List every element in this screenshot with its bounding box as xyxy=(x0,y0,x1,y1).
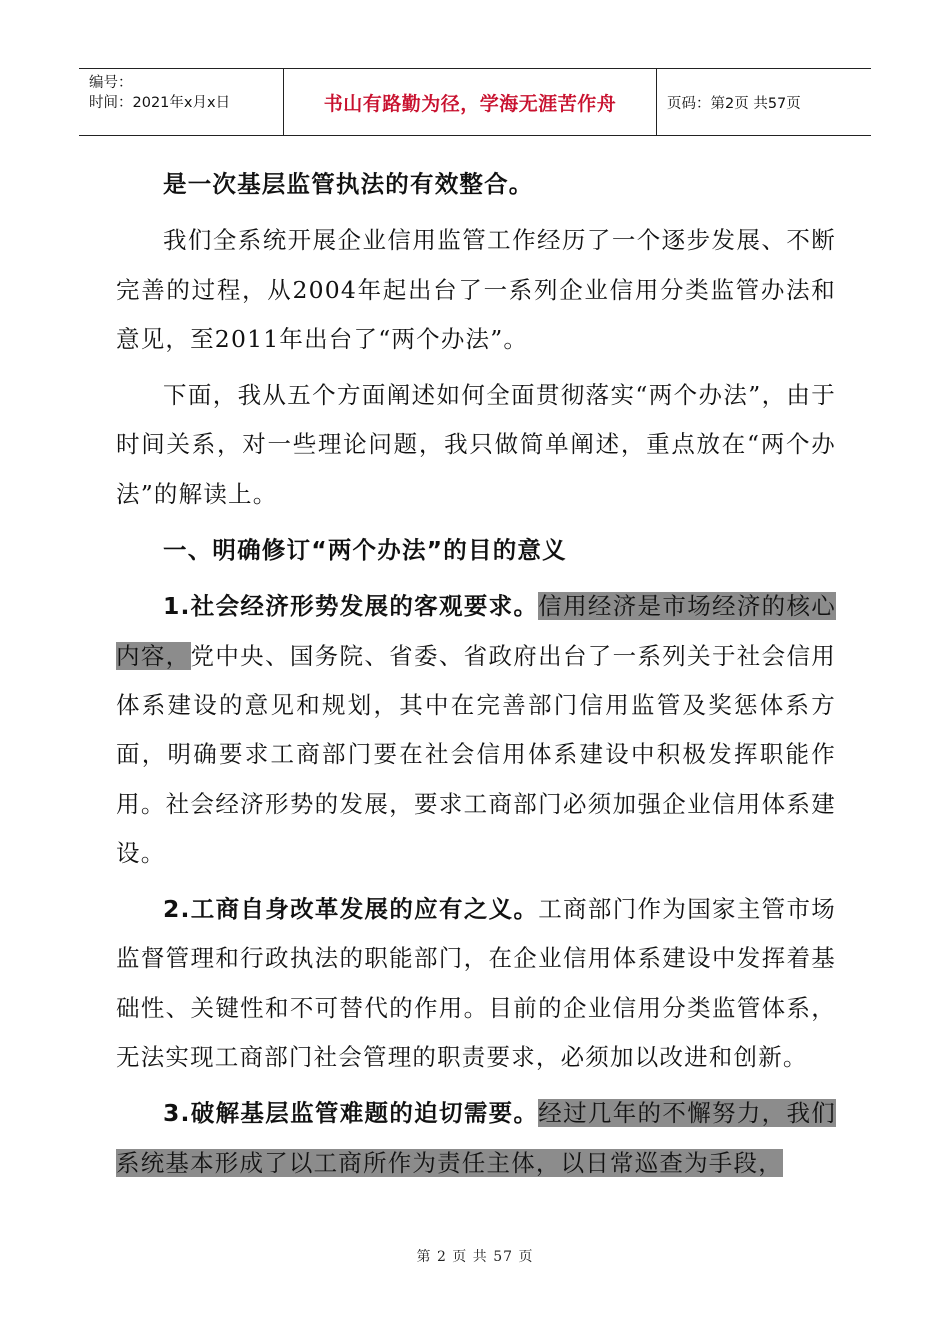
header-table xyxy=(79,68,871,136)
paragraph: 我们全系统开展企业信用监管工作经历了一个逐步发展、不断完善的过程，从2004年起出台了一系列企业信用分类监管办法和意见，至2011年出台了“两个办法”。 xyxy=(116,226,836,353)
paragraph-text: 党中央、国务院、省委、省政府出台了一系列关于社会信用体系建设的意见和规划，其中在完善部门信用监管及奖惩体系方面，明确要求工商部门要在社会信用体系建设中积极发挥职能作用。社会经济形势的发展，要求工商部门必须加强企业信用体系建设。 xyxy=(116,641,836,867)
page-footer xyxy=(0,1246,950,1266)
subsection-title: 2.工商自身改革发展的应有之义。 xyxy=(163,895,539,924)
paragraph xyxy=(116,885,836,1082)
highlighted-text: 信用经济是市场经济的核心内容， xyxy=(116,592,836,670)
number-label: 编号： xyxy=(89,75,133,91)
lead-sentence: 是一次基层监管执法的有效整合。 xyxy=(163,170,534,198)
highlighted-text: 经过几年的不懈努力，我们系统基本形成了以工商所作为责任主体，以日常巡查为手段， xyxy=(116,1099,836,1177)
subsection-title: 1.社会经济形势发展的客观要求。 xyxy=(163,592,539,621)
paragraph xyxy=(116,1089,836,1188)
motto-cell xyxy=(284,69,657,135)
page-info: 页码：第2页 共57页 xyxy=(667,95,801,112)
page-info-cell xyxy=(657,69,871,135)
footer-page-number: 第 2 页 共 57 页 xyxy=(416,1249,534,1265)
paragraph-text: 工商部门作为国家主管市场监督管理和行政执法的职能部门，在企业信用体系建设中发挥着基础性、关键性和不可替代的作用。目前的企业信用分类监管体系，无法实现工商部门社会管理的职责要求，必须加以改进和创新。 xyxy=(116,895,836,1072)
date-label: 时间：2021年x月x日 xyxy=(89,95,231,111)
document-body xyxy=(116,160,836,1195)
paragraph-lead xyxy=(116,160,836,209)
section-heading xyxy=(116,526,836,575)
subsection-title: 3.破解基层监管难题的迫切需要。 xyxy=(163,1099,539,1128)
motto: 书山有路勤为径，学海无涯苦作舟 xyxy=(323,92,617,115)
paragraph xyxy=(116,582,836,878)
paragraph: 下面，我从五个方面阐述如何全面贯彻落实“两个办法”，由于时间关系，对一些理论问题，我只做简单阐述，重点放在“两个办法”的解读上。 xyxy=(116,381,836,508)
header-meta-cell xyxy=(79,69,284,135)
section-heading-text: 一、明确修订“两个办法”的目的意义 xyxy=(163,536,567,565)
